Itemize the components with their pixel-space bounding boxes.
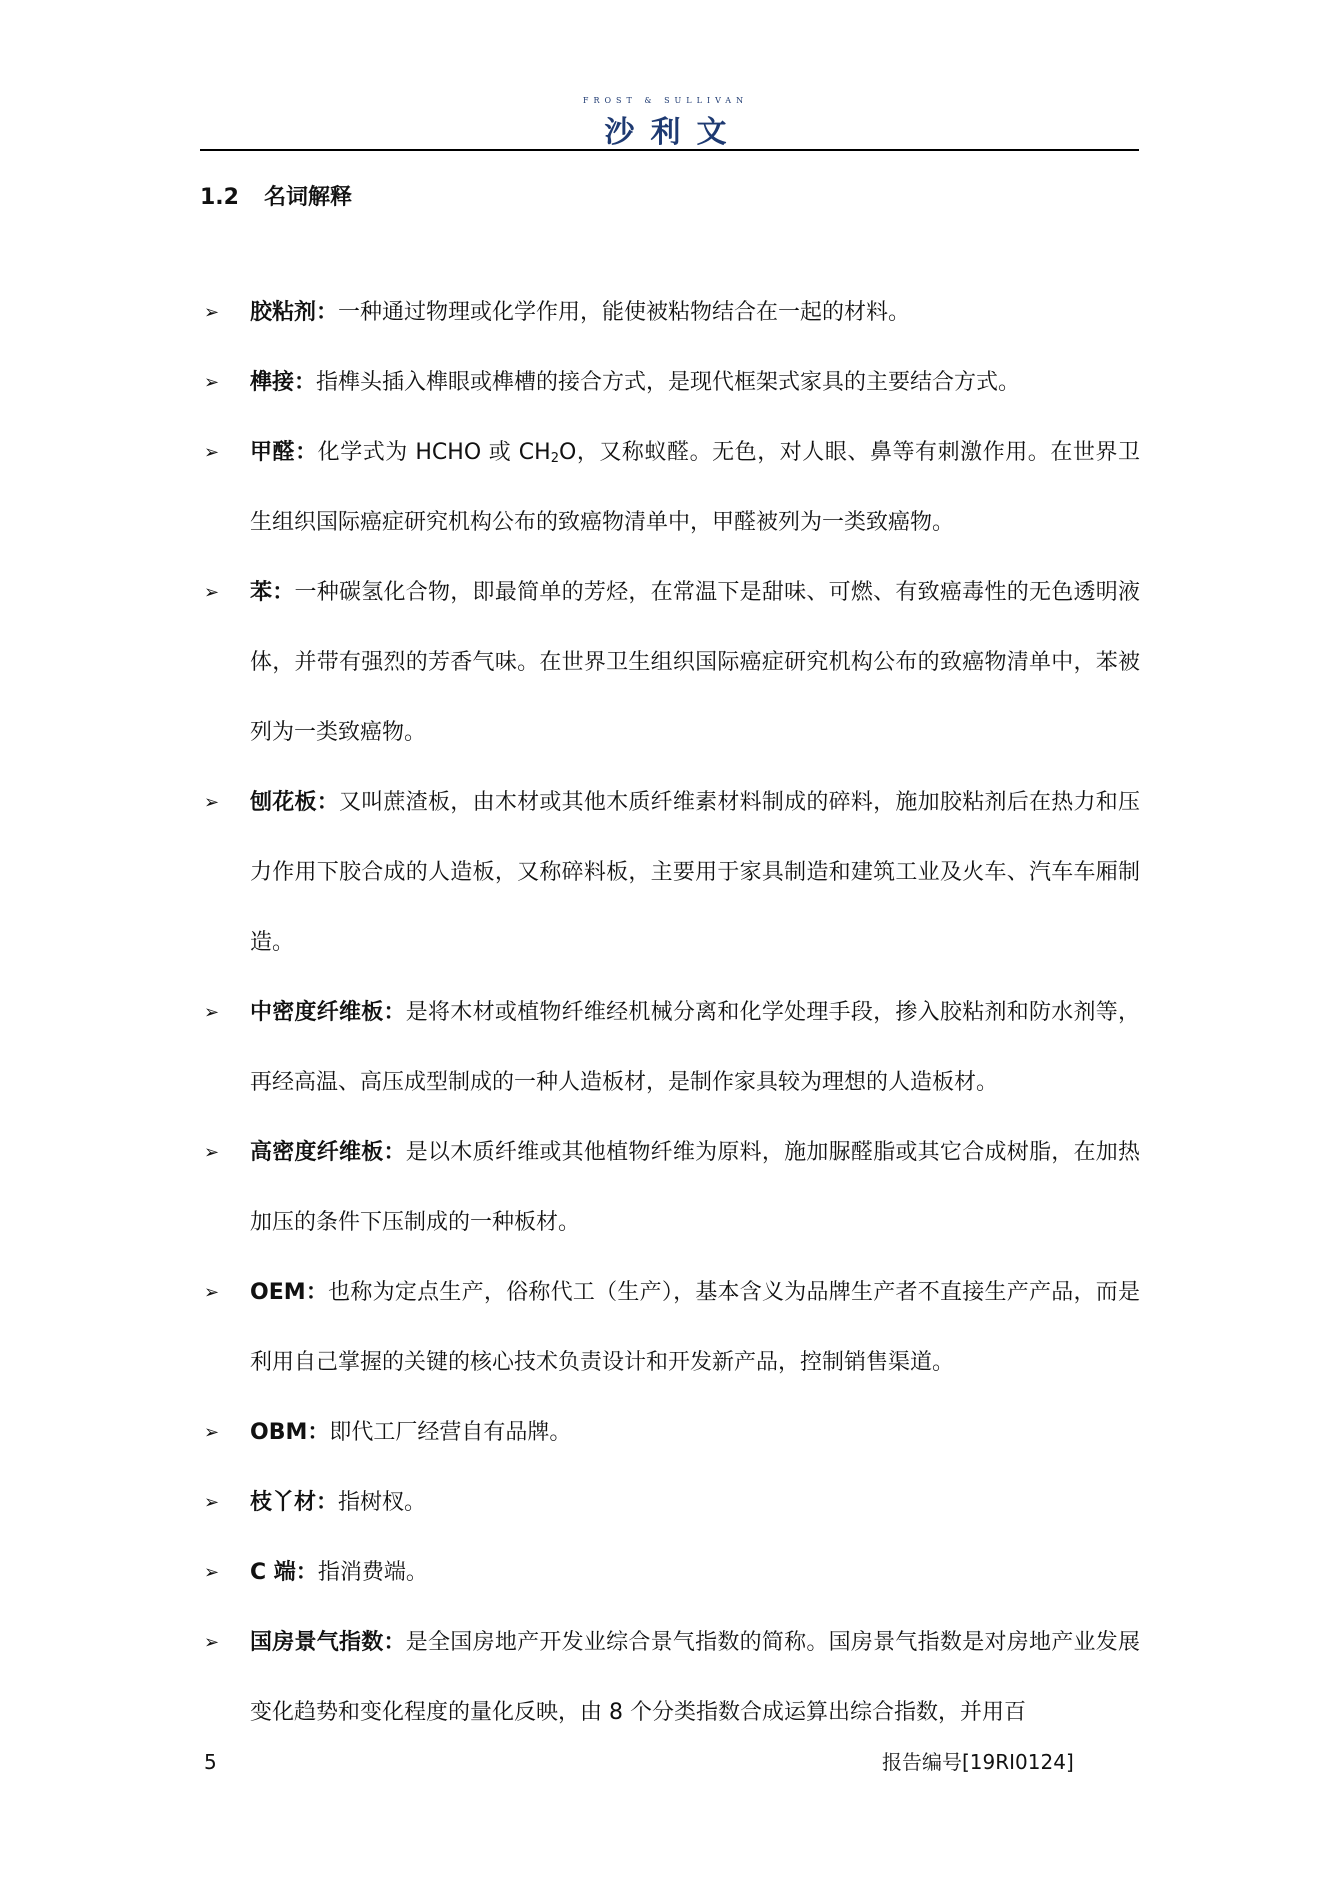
glossary-item — [200, 1538, 1140, 1608]
arrow-bullet-icon: ➢ — [204, 1142, 220, 1163]
glossary-definition: 又叫蔗渣板，由木材或其他木质纤维素材料制成的碎料，施加胶粘剂后在热力和压力作用下胶合成的人造板，又称碎料板，主要用于家具制造和建筑工业及火车、汽车车厢制造。 — [250, 790, 1140, 955]
glossary-definition: 化学式为 HCHO 或 CH — [317, 440, 551, 465]
glossary-item — [200, 418, 1140, 558]
logo-chinese-text: 沙利文 — [604, 115, 743, 150]
glossary-definition: 是全国房地产开发业综合景气指数的简称。国房景气指数是对房地产业发展变化趋势和变化程度的量化反映，由 8 个分类指数合成运算出综合指数，并用百 — [250, 1630, 1140, 1725]
arrow-bullet-icon: ➢ — [204, 1422, 220, 1443]
glossary-item — [200, 348, 1140, 418]
glossary-item — [200, 1468, 1140, 1538]
report-number: 报告编号[19RI0124] — [882, 1750, 1074, 1774]
arrow-bullet-icon: ➢ — [204, 1632, 220, 1653]
arrow-bullet-icon: ➢ — [204, 1562, 220, 1583]
page-number: 5 — [204, 1750, 217, 1774]
glossary-term: OBM： — [250, 1420, 330, 1445]
frost-sullivan-logo — [0, 96, 1331, 151]
arrow-bullet-icon: ➢ — [204, 302, 220, 323]
glossary-item — [200, 278, 1140, 348]
glossary-definition: 指榫头插入榫眼或榫槽的接合方式，是现代框架式家具的主要结合方式。 — [316, 370, 1021, 395]
glossary-definition: 也称为定点生产，俗称代工（生产），基本含义为品牌生产者不直接生产产品，而是利用自己掌握的关键的核心技术负责设计和开发新产品，控制销售渠道。 — [250, 1280, 1140, 1375]
logo-english-text: FROST & SULLIVAN — [582, 96, 749, 105]
glossary-item — [200, 978, 1140, 1118]
glossary-definition: 指消费端。 — [317, 1560, 428, 1585]
arrow-bullet-icon: ➢ — [204, 582, 220, 603]
glossary-term: 苯： — [250, 580, 295, 605]
chemical-subscript: 2 — [550, 451, 559, 466]
glossary-definition: 一种通过物理或化学作用，能使被粘物结合在一起的材料。 — [338, 300, 911, 325]
arrow-bullet-icon: ➢ — [204, 1002, 220, 1023]
glossary-term: 中密度纤维板： — [250, 1000, 406, 1025]
glossary-item — [200, 1608, 1140, 1748]
glossary-item — [200, 1398, 1140, 1468]
section-number: 1.2 — [200, 185, 239, 210]
glossary-term: 榫接： — [250, 370, 317, 395]
glossary-term: OEM： — [250, 1280, 329, 1305]
glossary-term: C 端： — [250, 1560, 318, 1585]
glossary-term: 甲醛： — [250, 440, 318, 465]
glossary-definition: 是将木材或植物纤维经机械分离和化学处理手段，掺入胶粘剂和防水剂等，再经高温、高压成型制成的一种人造板材，是制作家具较为理想的人造板材。 — [250, 1000, 1140, 1095]
glossary-definition: 指树杈。 — [338, 1490, 427, 1515]
glossary-item — [200, 1258, 1140, 1398]
arrow-bullet-icon: ➢ — [204, 372, 220, 393]
section-title: 名词解释 — [264, 185, 353, 210]
glossary-term: 枝丫材： — [250, 1490, 339, 1515]
arrow-bullet-icon: ➢ — [204, 1492, 220, 1513]
arrow-bullet-icon: ➢ — [204, 1282, 220, 1303]
glossary-item — [200, 558, 1140, 768]
section-heading — [200, 183, 352, 213]
glossary-term: 国房景气指数： — [250, 1630, 406, 1655]
glossary-definition-continued: O，又称蚁醛。无色，对人眼、鼻等有刺激作用。在世界卫生组织国际癌症研究机构公布的致癌物清单中，甲醛被列为一类致癌物。 — [250, 440, 1140, 535]
glossary-item — [200, 1118, 1140, 1258]
glossary-term: 胶粘剂： — [250, 300, 339, 325]
arrow-bullet-icon: ➢ — [204, 792, 220, 813]
arrow-bullet-icon: ➢ — [204, 442, 220, 463]
glossary-definition: 是以木质纤维或其他植物纤维为原料，施加脲醛脂或其它合成树脂，在加热加压的条件下压制成的一种板材。 — [250, 1140, 1140, 1235]
glossary-definition: 即代工厂经营自有品牌。 — [329, 1420, 572, 1445]
glossary-item — [200, 768, 1140, 978]
glossary-definition: 一种碳氢化合物，即最简单的芳烃，在常温下是甜味、可燃、有致癌毒性的无色透明液体，并带有强烈的芳香气味。在世界卫生组织国际癌症研究机构公布的致癌物清单中，苯被列为一类致癌物。 — [250, 580, 1140, 745]
glossary-term: 高密度纤维板： — [250, 1140, 406, 1165]
glossary-term: 刨花板： — [250, 790, 340, 815]
glossary-list — [200, 278, 1140, 1748]
header-divider — [200, 149, 1139, 151]
